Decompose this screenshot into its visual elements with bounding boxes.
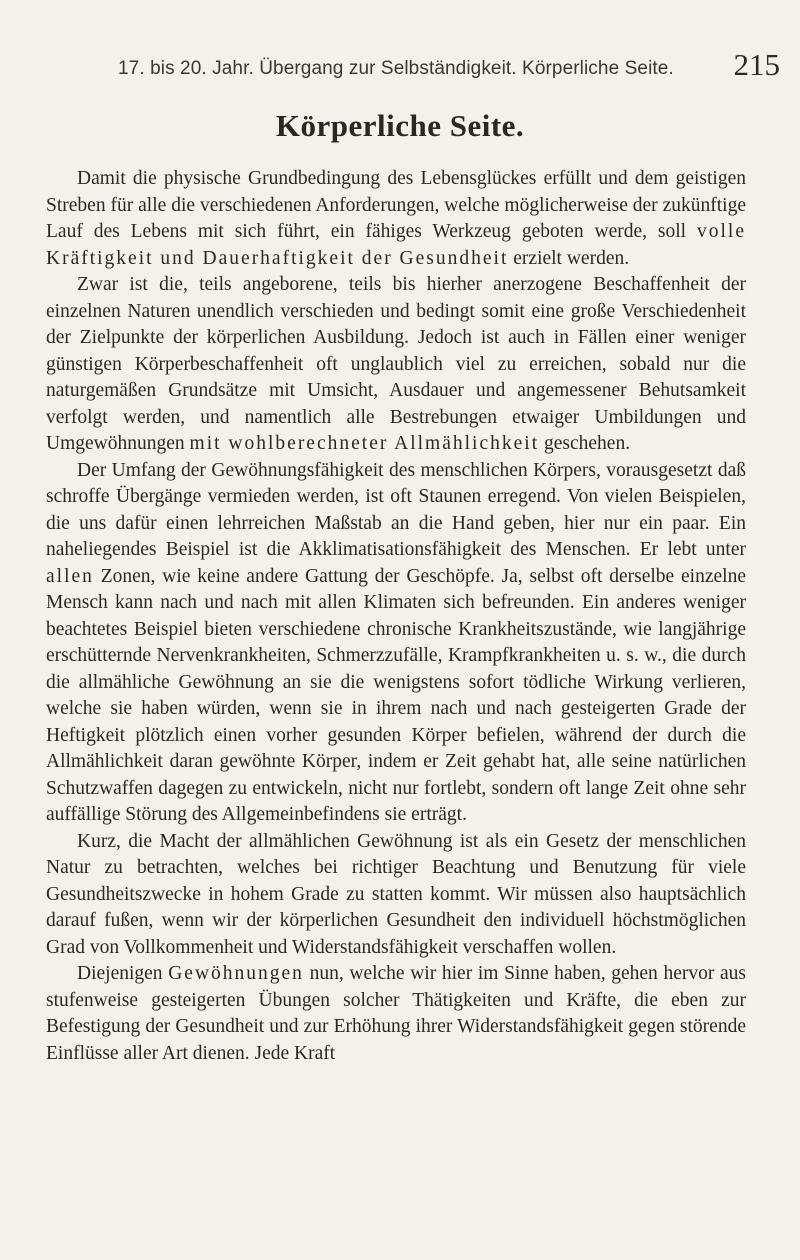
paragraph-text: Zwar ist die, teils angeborene, teils bis hierher anerzogene Beschaffenheit der einzelnen Naturen unendlich verschieden und bedingt somit eine große Verschiedenheit der Zielpunkte der körperlichen Ausbildung. Jedoch ist auch in Fällen einer weniger günstigen Körperbeschaffenheit oft unglaublich viel zu erreichen, sobald nur die naturgemäßen Grundsätze mit Umsicht, Ausdauer und angemessener Behutsamkeit verfolgt werden, und namentlich alle Bestrebungen etwaiger Umbildungen und Umgewöhnungen bbox=[46, 274, 746, 454]
section-title: Körperliche Seite. bbox=[275, 108, 525, 143]
emphasized-text: allen bbox=[46, 565, 94, 587]
paragraph-text: Zonen, wie keine andere Gattung der Geschöpfe. Ja, selbst oft derselbe einzelne Mensch kann nach und nach mit allen Klimaten sich befreunden. Ein anderes weniger beachtetes Beispiel bieten verschiedene chronische Krankheitszustände, wie langjährige erschütternde Nervenkrankheiten, Schmerzzufälle, Krampfkrankheiten u. s. w., die durch die allmähliche Gewöhnung an sie die wenigstens sofort tödliche Wirkung verlieren, welche sie haben würden, wenn sie in ihrem nach und nach gesteigerten Grade der Heftigkeit plötzlich einen vorher gesunden Körper befielen, während der durch die Allmählichkeit daran gewöhnte Körper, indem er Zeit gehabt hat, alle seine natürlichen Schutzwaffen dagegen zu entwickeln, nicht nur fortlebt, sondern oft lange Zeit ohne sehr auffällige Störung des Allgemeinbefindens sie erträgt. bbox=[46, 565, 746, 825]
paragraph-text: geschehen. bbox=[539, 433, 631, 454]
emphasized-text: Gewöhnungen bbox=[168, 963, 304, 984]
running-head-text: 17. bis 20. Jahr. Übergang zur Selbständigkeit. Körperliche Seite. bbox=[118, 58, 674, 79]
paragraph bbox=[46, 961, 746, 1067]
paragraph bbox=[46, 166, 746, 272]
paragraph-text: Diejenigen bbox=[77, 963, 169, 984]
running-head bbox=[118, 48, 780, 88]
paragraph bbox=[46, 829, 746, 962]
paragraph bbox=[46, 272, 746, 458]
body-text bbox=[46, 166, 746, 1067]
paragraph-text: nun, welche wir hier im Sinne haben, gehen hervor aus stufenweise gesteigerten Übungen solcher Thätigkeiten und Kräfte, die eben zur Befestigung der Gesundheit und zur Erhöhung ihrer Widerstandsfähigkeit gegen störende Einflüsse aller Art dienen. Jede Kraft bbox=[46, 963, 746, 1064]
emphasized-text: volle Kräftigkeit und Dauerhaftigkeit der Gesundheit bbox=[46, 221, 746, 269]
paragraph-text: Kurz, die Macht der allmählichen Gewöhnung ist als ein Gesetz der menschlichen Natur zu betrachten, welches bei richtiger Beachtung und Benutzung für viele Gesundheitszwecke in hohem Grade zu statten kommt. Wir müssen also hauptsächlich darauf fußen, wenn wir der körperlichen Gesundheit den individuell höchstmöglichen Grad von Vollkommenheit und Widerstandsfähigkeit verschaffen wollen. bbox=[46, 830, 746, 958]
paragraph-text: Damit die physische Grundbedingung des Lebensglückes erfüllt und dem geistigen Streben für alle die verschiedenen Anforderungen, welche möglicherweise der zukünftige Lauf des Lebens mit sich führt, ein fähiges Werkzeug geboten werde, soll bbox=[46, 168, 746, 242]
page-number: 215 bbox=[733, 47, 780, 82]
paragraph-text: Der Umfang der Gewöhnungsfähigkeit des menschlichen Körpers, vorausgesetzt daß schroffe Übergänge vermieden werden, ist oft Staunen erregend. Von vielen Beispielen, die uns dafür einen lehrreichen Maßstab an die Hand geben, hier nur ein paar. Ein naheliegendes Beispiel ist die Akklimatisationsfähigkeit des Menschen. Er lebt unter bbox=[46, 459, 746, 560]
emphasized-text: mit wohlberechneter Allmählichkeit bbox=[189, 433, 540, 454]
paragraph-text: erzielt werden. bbox=[508, 247, 630, 269]
paragraph bbox=[46, 458, 746, 829]
